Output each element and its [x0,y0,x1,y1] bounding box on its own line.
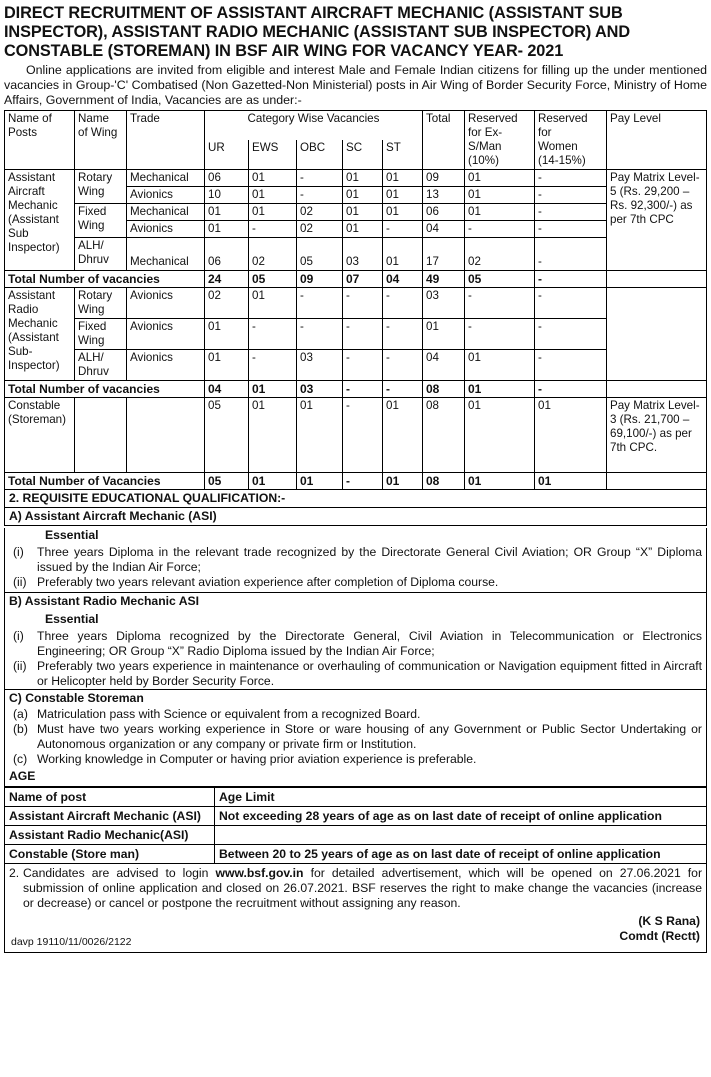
data-cell: 05 [297,238,343,271]
total-cell: 24 [205,271,249,288]
age-post-cell: Assistant Aircraft Mechanic (ASI) [5,807,215,826]
essential-label: Essential [45,528,99,542]
header-total: Total [426,112,451,125]
total-cell: - [535,271,607,288]
data-cell: - [535,221,607,238]
data-cell: - [465,319,535,350]
header-ur: UR [208,141,225,154]
data-cell: - [535,238,607,271]
total-cell: 09 [297,271,343,288]
data-cell: 01 [383,187,423,204]
header-reserved-exsman-4: (10%) [468,154,499,167]
data-cell: 01 [297,398,343,473]
data-cell: 10 [205,187,249,204]
item-number: (b) [13,722,28,736]
data-cell: 02 [205,288,249,319]
header-ews: EWS [252,141,279,154]
data-cell: 01 [383,398,423,473]
qual-b-heading: B) Assistant Radio Mechanic ASI [9,594,200,608]
data-cell: - [465,221,535,238]
total-label: Total Number of vacancies [8,272,160,286]
data-cell: - [343,288,383,319]
essential-label: Essential [45,612,99,626]
data-cell: 01 [249,204,297,221]
data-cell: 13 [423,187,465,204]
website-link[interactable]: www.bsf.gov.in [215,866,304,880]
total-cell: 08 [423,381,465,398]
header-obc: OBC [300,141,326,154]
header-posts: Posts [8,126,37,139]
age-post-cell: Assistant Radio Mechanic(ASI) [5,826,215,845]
footer-text-pre: Candidates are advised to login [23,866,216,880]
section-heading: 2. REQUISITE EDUCATIONAL QUALIFICATION:- [9,491,286,505]
total-cell: 05 [465,271,535,288]
data-cell: 01 [383,238,423,271]
table-row [5,170,707,187]
data-cell: - [535,288,607,319]
header-reserved-women-4: (14-15%) [538,154,586,167]
list-item [9,659,702,689]
list-item [9,866,702,911]
qual-a-heading: A) Assistant Aircraft Mechanic (ASI) [9,509,217,523]
header-reserved-exsman: Reserved [468,112,518,125]
list-item [9,629,702,659]
data-cell: 09 [423,170,465,187]
data-cell: 01 [383,204,423,221]
data-cell: 03 [343,238,383,271]
data-cell: - [249,350,297,381]
item-number: (ii) [13,575,27,589]
wing-fixed: Fixed Wing [78,320,107,347]
total-row-aam [5,271,707,288]
table-row [5,288,707,319]
data-cell: 06 [423,204,465,221]
age-limit-cell: Between 20 to 25 years of age as on last date of receipt of online application [215,845,707,864]
table-row [5,398,707,473]
trade-cell: Avionics [130,188,173,201]
header-pay-level: Pay Level [610,112,661,125]
data-cell: 01 [249,288,297,319]
signatory-title: Comdt (Rectt) [619,929,700,943]
header-reserved-women-3: Women [538,140,578,153]
header-trade: Trade [130,112,160,125]
data-cell: 01 [205,319,249,350]
total-label: Total Number of vacancies [8,382,160,396]
pay-level-3: Pay Matrix Level-3 (Rs. 21,700 – 69,100/-) as per 7th CPC. [610,399,700,454]
total-cell: 04 [383,271,423,288]
list-item [9,752,702,767]
qual-a-section [4,508,707,526]
data-cell: 01 [249,187,297,204]
item-text: Preferably two years experience in maintenance or overhauling of communication or Navigation equipment fitted in Aircraft or Helicopter held by Border Security Force. [37,659,702,688]
table-header-row [5,111,707,141]
total-cell: 01 [297,473,343,490]
intro-paragraph: Online applications are invited from eligible and interest Male and Female Indian citizens for filling up the under mentioned vacancies in Group-'C' Combatised (Non Gazetted-Non Ministerial) posts in Air Wing of Border Security Force, Ministry of Home Affairs, Government of India, Vacancies are as under:- [4,63,707,107]
post-name-aam: Assistant Aircraft Mechanic (Assistant Sub Inspector) [8,171,60,254]
data-cell: - [343,350,383,381]
data-cell: - [535,350,607,381]
data-cell: 17 [423,238,465,271]
data-cell: - [383,350,423,381]
total-row-arm [5,381,707,398]
data-cell: 01 [465,398,535,473]
data-cell: 01 [249,170,297,187]
data-cell: 02 [249,238,297,271]
total-cell: 01 [535,473,607,490]
data-cell: - [465,288,535,319]
data-cell: - [297,319,343,350]
post-name-constable: Constable (Storeman) [8,399,66,426]
list-item [9,545,702,575]
trade-cell: Mechanical [130,255,189,268]
total-label: Total Number of Vacancies [8,474,161,488]
wing-rotary: Rotary Wing [78,171,113,198]
item-number: (ii) [13,659,27,673]
qual-b-section [4,593,707,690]
qualification-section [4,490,707,508]
total-cell: 08 [423,473,465,490]
header-reserved-women: Reserved [538,112,588,125]
trade-cell: Mechanical [130,205,189,218]
post-name-arm: Assistant Radio Mechanic (Assistant Sub-Inspector) [8,289,60,372]
advertisement-page [4,0,707,953]
data-cell: 06 [205,170,249,187]
total-cell: 05 [205,473,249,490]
davp-code: davp 19110/11/0026/2122 [11,936,132,948]
header-reserved-exsman-2: for Ex- [468,126,503,139]
data-cell: - [535,319,607,350]
header-name: Name [78,112,109,125]
list-item [9,575,702,590]
total-cell: 04 [205,381,249,398]
data-cell: - [297,288,343,319]
signature-block [619,914,700,944]
footer-text-post: for detailed advertisement, which will be opened on 27.06.2021 for submission of online application and closed on 26.07.2021. BSF reserves the right to make change the vacancies (increase or decrease) or cancel or postpone the recruitment without assigning any reason. [23,866,703,910]
trade-cell: Mechanical [130,171,189,184]
data-cell: - [383,319,423,350]
data-cell: 06 [205,238,249,271]
data-cell: 01 [249,398,297,473]
table-row [5,350,707,381]
table-row [5,807,707,826]
qual-a-body [4,528,707,593]
data-cell: 08 [423,398,465,473]
age-limit-cell: Not exceeding 28 years of age as on last date of receipt of online application [215,807,707,826]
table-header-row [5,788,707,807]
data-cell: 01 [343,170,383,187]
age-limit-table [4,787,707,864]
total-cell: 01 [249,473,297,490]
data-cell: 04 [423,350,465,381]
header-reserved-exsman-3: S/Man [468,140,502,153]
data-cell: 01 [383,170,423,187]
item-text: Working knowledge in Computer or having prior aviation experience is preferable. [37,752,477,766]
total-cell: 49 [423,271,465,288]
total-cell: 01 [249,381,297,398]
header-category: Category Wise Vacancies [247,112,380,125]
total-cell: 07 [343,271,383,288]
age-header-limit: Age Limit [215,788,707,807]
item-text: Must have two years working experience in Store or ware housing of any Government or Public Sector Undertaking or Autonomous organization or any company or private firm or Institution. [37,722,702,751]
data-cell: 02 [465,238,535,271]
data-cell: - [343,319,383,350]
trade-cell: Avionics [130,320,173,333]
header-of-wing: of Wing [78,126,118,139]
data-cell: 05 [205,398,249,473]
wing-fixed: Fixed Wing [78,205,107,232]
vacancy-table [4,110,707,490]
item-number: (c) [13,752,28,766]
data-cell: - [297,187,343,204]
data-cell: 01 [465,187,535,204]
total-cell: - [383,381,423,398]
data-cell: - [343,398,383,473]
header-sc: SC [346,141,363,154]
data-cell: 01 [535,398,607,473]
table-row [5,845,707,864]
total-cell: 03 [297,381,343,398]
age-post-cell: Constable (Store man) [5,845,215,864]
qual-c-heading: C) Constable Storeman [9,691,144,705]
data-cell: 01 [205,221,249,238]
page-title: DIRECT RECRUITMENT OF ASSISTANT AIRCRAFT MECHANIC (ASSISTANT SUB INSPECTOR), ASSISTANT RADIO MECHANIC (ASSISTANT SUB INSPECTOR) AND CONSTABLE (STOREMAN) IN BSF AIR WING FOR VACANCY YEAR- 2021 [4,4,630,60]
data-cell: 02 [297,221,343,238]
data-cell: 01 [205,350,249,381]
list-item [9,707,702,722]
data-cell: 04 [423,221,465,238]
item-number: (i) [13,545,24,559]
data-cell: - [383,288,423,319]
table-row [5,319,707,350]
data-cell: 03 [423,288,465,319]
data-cell: - [297,170,343,187]
item-number: (a) [13,707,28,721]
header-st: ST [386,141,401,154]
total-cell: 01 [383,473,423,490]
data-cell: 01 [205,204,249,221]
data-cell: 03 [297,350,343,381]
table-row [5,204,707,221]
data-cell: 01 [343,187,383,204]
item-number: 2. [9,866,20,880]
total-cell: - [535,381,607,398]
total-cell: - [343,381,383,398]
age-header-post: Name of post [5,788,215,807]
qual-c-section [4,690,707,787]
data-cell: - [535,187,607,204]
data-cell: 01 [465,350,535,381]
table-row [5,826,707,845]
trade-cell: Avionics [130,222,173,235]
data-cell: 02 [297,204,343,221]
data-cell: 01 [343,221,383,238]
item-text: Preferably two years relevant aviation experience after completion of Diploma course. [37,575,499,589]
data-cell: - [383,221,423,238]
grand-total-row [5,473,707,490]
wing-alh: ALH/ Dhruv [78,351,109,378]
total-cell: 05 [249,271,297,288]
table-row [5,238,707,271]
wing-rotary: Rotary Wing [78,289,113,316]
trade-cell: Avionics [130,351,173,364]
list-item [9,722,702,752]
total-cell: - [343,473,383,490]
pay-level-5: Pay Matrix Level-5 (Rs. 29,200 – Rs. 92,300/-) as per 7th CPC [610,171,700,226]
total-cell: 01 [465,473,535,490]
signatory-name: (K S Rana) [638,914,700,928]
item-number: (i) [13,629,24,643]
data-cell: - [535,170,607,187]
data-cell: - [535,204,607,221]
header-name-of: Name of [8,112,52,125]
data-cell: 01 [465,170,535,187]
data-cell: - [249,221,297,238]
item-text: Matriculation pass with Science or equivalent from a recognized Board. [37,707,421,721]
footer-note [4,864,707,953]
item-text: Three years Diploma in the relevant trade recognized by the Directorate General Civil Aviation; OR Group “X” Diploma issued by the Indian Air Force; [37,545,702,574]
data-cell: 01 [423,319,465,350]
header-reserved-women-2: for [538,126,552,139]
item-text: Three years Diploma recognized by the Directorate General, Civil Aviation in Telecommunication or Electronics Engineering; OR Group “X” Radio Diploma issued by the Indian Air Force; [37,629,702,658]
trade-cell: Avionics [130,289,173,302]
data-cell: 01 [343,204,383,221]
total-cell: 01 [465,381,535,398]
data-cell: 01 [465,204,535,221]
data-cell: - [249,319,297,350]
wing-alh: ALH/ Dhruv [78,239,109,266]
age-heading: AGE [9,769,36,783]
